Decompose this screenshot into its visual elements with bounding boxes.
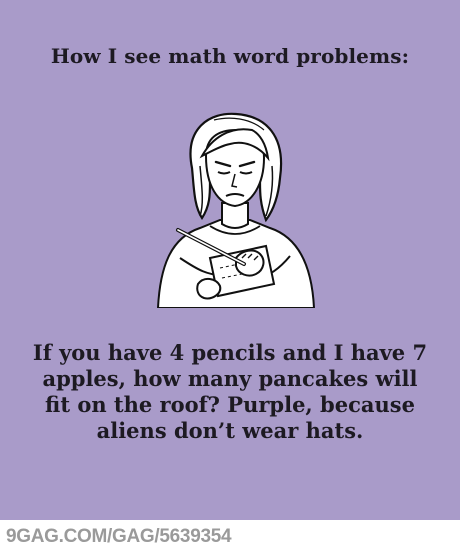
woman-writing-icon — [140, 108, 330, 308]
watermark-text: 9GAG.COM/GAG/5639354 — [6, 526, 232, 547]
poster-title: How I see math word problems: — [50, 44, 410, 68]
footer-bar — [0, 520, 460, 552]
poster-caption: If you have 4 pencils and I have 7 apples, how many pancakes will fit on the roof? Purple, because aliens don’t wear hats. — [32, 340, 428, 443]
